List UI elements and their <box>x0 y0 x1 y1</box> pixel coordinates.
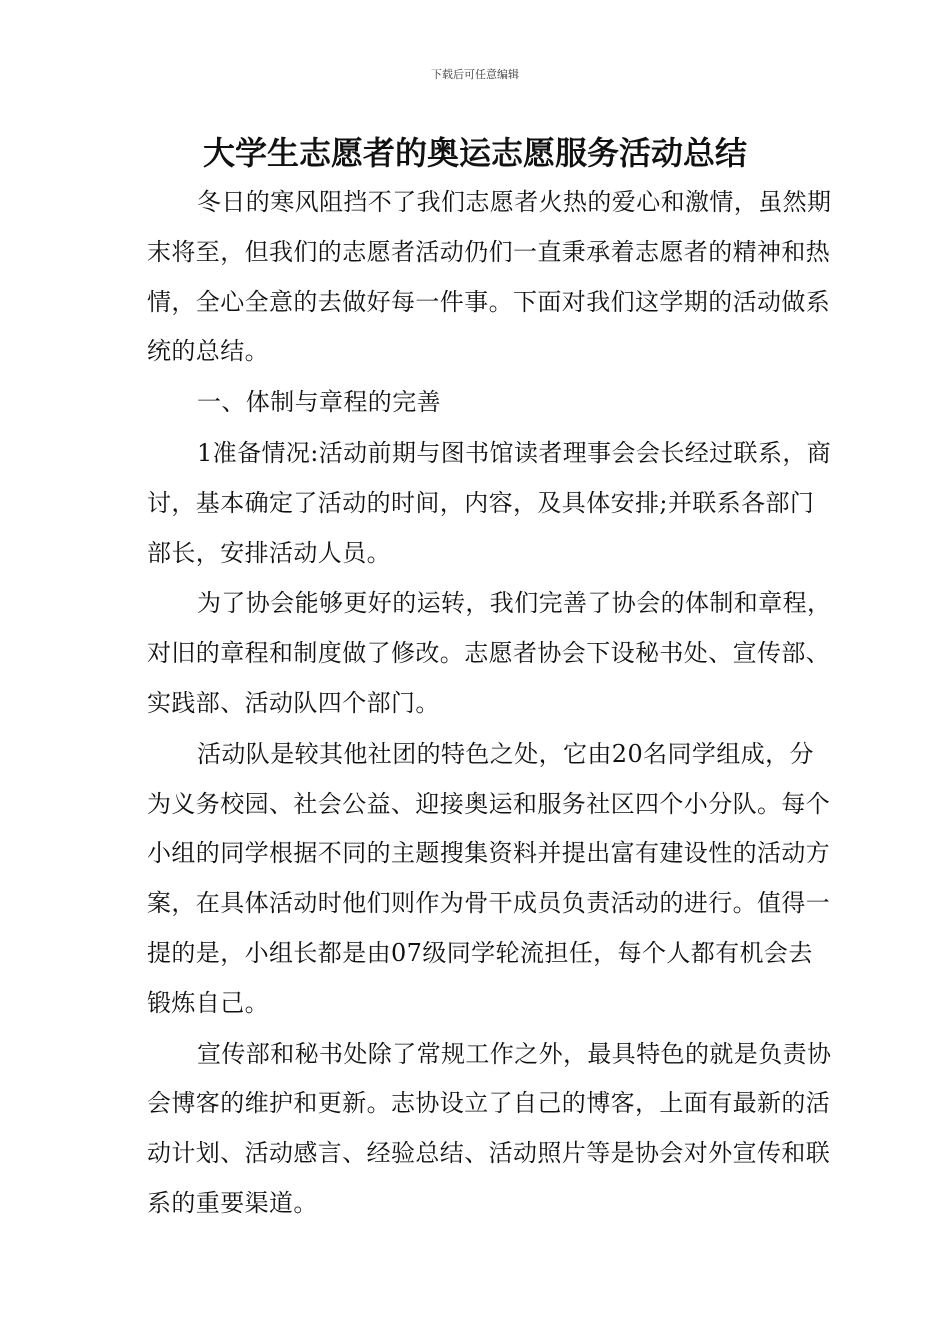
document-title: 大学生志愿者的奥运志愿服务活动总结 <box>202 134 747 172</box>
paragraph-preparation: 1准备情况:活动前期与图书馆读者理事会会长经过联系，商讨，基本确定了活动的时间，内容，及具体安排;并联系各部门部长，安排活动人员。 <box>147 438 832 567</box>
document-body <box>147 178 833 1230</box>
paragraph-structure: 为了协会能够更好的运转，我们完善了协会的体制和章程，对旧的章程和制度做了修改。志愿者协会下设秘书处、宣传部、实践部、活动队四个部门。 <box>147 589 832 717</box>
paragraph-activity-team: 活动队是较其他社团的特色之处，它由20名同学组成，分为义务校园、社会公益、迎接奥运和服务社区四个小分队。每个小组的同学根据不同的主题搜集资料并提出富有建设性的活动方案，在具体活动时他们则作为骨干成员负责活动的进行。值得一提的是，小组长都是由07级同学轮流担任，每个人都有机会去锻炼自己。 <box>147 739 831 1017</box>
paragraph-publicity: 宣传部和秘书处除了常规工作之外，最具特色的就是负责协会博客的维护和更新。志协设立了自己的博客，上面有最新的活动计划、活动感言、经验总结、活动照片等是协会对外宣传和联系的重要渠道。 <box>147 1039 832 1217</box>
header-note: 下载后可任意编辑 <box>431 68 519 81</box>
paragraph-intro: 冬日的寒风阻挡不了我们志愿者火热的爱心和激情，虽然期末将至，但我们的志愿者活动仍们一直秉承着志愿者的精神和热情，全心全意的去做好每一件事。下面对我们这学期的活动做系统的总结。 <box>147 188 832 366</box>
section-heading: 一、体制与章程的完善 <box>197 388 441 417</box>
